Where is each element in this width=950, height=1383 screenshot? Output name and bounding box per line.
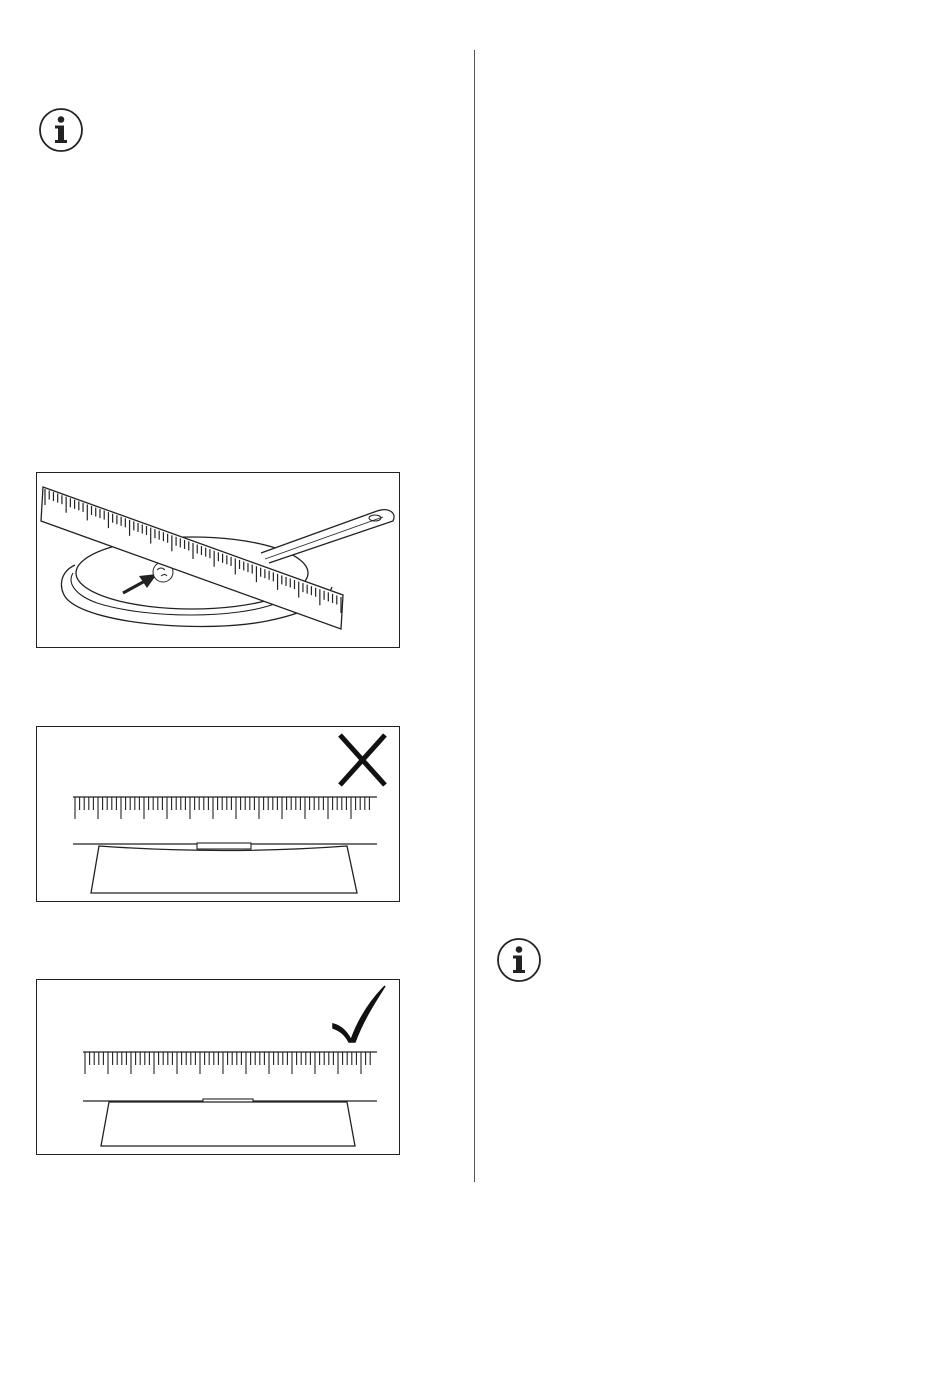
checkmark-icon — [333, 986, 385, 1042]
info-icon — [496, 937, 542, 983]
frying-pan-icon — [261, 510, 394, 563]
incorrect-pan-base-illustration — [36, 726, 400, 902]
column-divider — [474, 50, 475, 1182]
cross-icon — [340, 735, 385, 785]
pan-ruler-illustration — [36, 472, 400, 648]
info-icon — [38, 107, 84, 153]
correct-pan-base-illustration — [36, 979, 400, 1155]
